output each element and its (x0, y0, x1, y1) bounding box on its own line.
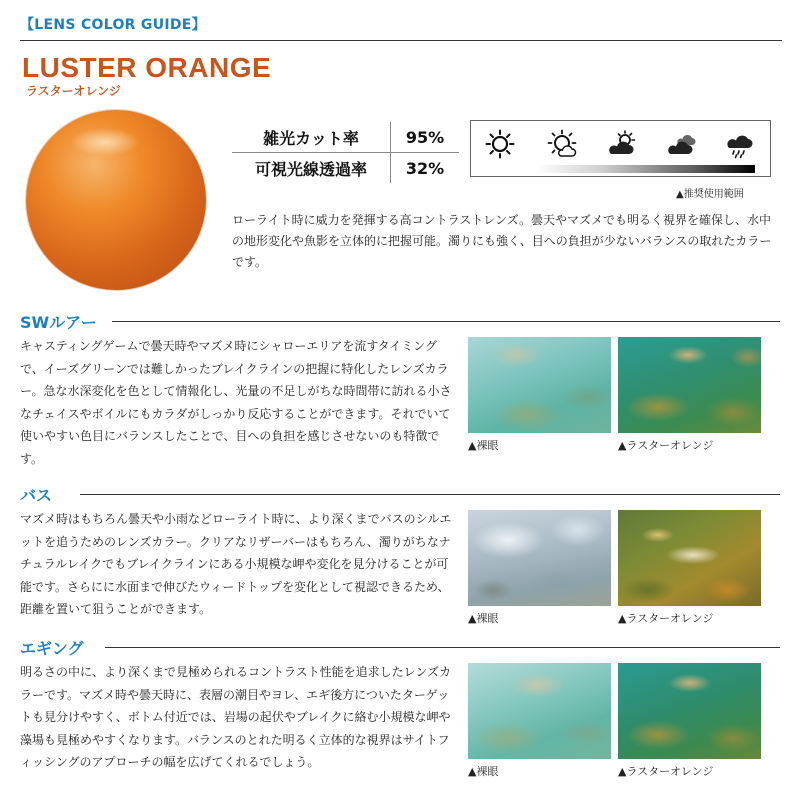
photo-naked-eye-sw-lure (468, 337, 611, 433)
spec-value: 95% (391, 122, 460, 153)
lens-kana-name: ラスターオレンジ (26, 84, 121, 98)
spec-row (232, 153, 459, 184)
section-text-bass: マズメ時はもちろん曇天や小雨などローライト時に、より深くまでバスのシルエットを追うためのレンズカラー。クリアなリザーバーはもちろん、濁りがちなナチュラルレイクでもブレイクラインにある小規模な岬や変化を見分けることが可能です。さらにに水面まで伸びたウィードトップを変化として視認できるため、距離を置いて狙うことができます。 (20, 512, 452, 616)
photo-naked-eye-eging (468, 663, 611, 759)
photo-luster-orange-eging (618, 663, 761, 759)
section-divider (80, 494, 780, 495)
section-text-eging: 明るさの中に、より深くまで見極められるコントラスト性能を追求したレンズカラーです。マズメ時や曇天時に、表層の潮目やヨレ、エギ後方についたターゲットも見分けやすく、ボトム付近では、岩場の起伏やブレイクに絡む小規模な岬や藻場も見極めやすくなります。バランスのとれた明るく立体的な視界はサイトフィッシングのアプローチの幅を広げてくれるでしょう。 (20, 665, 451, 769)
lens-swatch-highlight (70, 128, 140, 156)
caption-naked-eye: ▲裸眼 (468, 439, 499, 452)
recommended-range-bar (535, 165, 755, 173)
caption-luster-orange: ▲ラスターオレンジ (618, 439, 714, 452)
recommended-range-label: ▲推奨使用範囲 (676, 189, 744, 200)
section-title-bass: バス (20, 486, 53, 505)
lens-spec-table (232, 122, 459, 183)
photo-luster-orange-bass (618, 510, 761, 606)
sun-light-cloud-icon (547, 129, 577, 159)
spec-label: 雑光カット率 (232, 122, 391, 153)
section-divider (105, 647, 780, 648)
section-title-sw-lure: SWルアー (20, 313, 97, 332)
spec-label: 可視光線透過率 (232, 153, 391, 184)
rain-icon (725, 129, 755, 159)
section-title-eging: エギング (20, 639, 84, 658)
lens-description: ローライト時に威力を発揮する高コントラストレンズ。曇天やマズメでも明るく視界を確保し、水中の地形変化や魚影を立体的に把握可能。濁りにも強く、目への負担が少ないバランスの取れたカラーです。 (232, 213, 772, 269)
photo-naked-eye-bass (468, 510, 611, 606)
spec-value: 32% (405, 158, 445, 178)
sun-icon (485, 129, 515, 159)
spec-row (232, 122, 459, 153)
caption-naked-eye: ▲裸眼 (468, 612, 499, 625)
guide-title: 【LENS COLOR GUIDE】 (20, 17, 206, 33)
section-divider (112, 321, 780, 322)
section-text-sw-lure: キャスティングゲームで曇天時やマズメ時にシャローエリアを流すタイミングで、イーズグリーンでは難しかったブレイクラインの把握に特化したレンズカラー。急な水深変化を色として情報化し、光量の不足しがちな時間帯に訪れる小さなチェイスやボイルにもカラダがしっかり反応することができます。それでいて使いやすい色目にバランスしたことで、目への負担を感じさせないのも特徴です。 (20, 339, 452, 466)
sun-cloud-icon (607, 129, 637, 159)
caption-naked-eye: ▲裸眼 (468, 765, 499, 778)
header-divider (20, 40, 782, 41)
caption-luster-orange: ▲ラスターオレンジ (618, 765, 714, 778)
caption-luster-orange: ▲ラスターオレンジ (618, 612, 714, 625)
lens-name: LUSTER ORANGE (22, 52, 272, 83)
cloudy-icon (667, 129, 697, 159)
photo-luster-orange-sw-lure (618, 337, 761, 433)
